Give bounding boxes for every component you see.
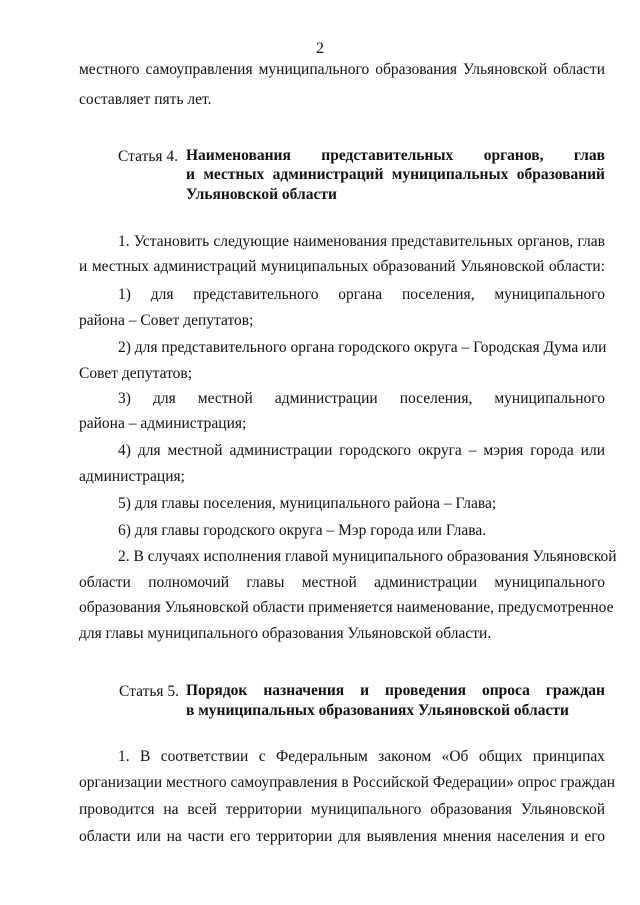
article-5-item-1-line-3: проводится на всей территории муниципального образования Ульяновской (79, 801, 605, 818)
article-5-item-1-line-2: организации местного самоуправления в Российской Федерации» опрос граждан (79, 774, 616, 791)
article-4-sub-2-line-2: Совет депутатов; (79, 365, 193, 382)
article-4-item-2-line-3: образования Ульяновской области применяется наименование, предусмотренное (79, 599, 614, 616)
article-5-item-1-line-4: области или на части его территории для выявления мнения населения и его (79, 828, 605, 845)
article-4-item-1-line-2: и местных администраций муниципальных образований Ульяновской области: (79, 258, 605, 275)
article-5-label: Статья 5. (119, 683, 180, 700)
article-5-title-line-1: Порядок назначения и проведения опроса граждан (186, 682, 605, 699)
article-4-title-line-1: Наименования представительных органов, глав (186, 147, 605, 164)
article-4-sub-4-line-1: 4) для местной администрации городского округа – мэрия города или (118, 442, 605, 459)
article-4-sub-3-line-1: 3) для местной администрации поселения, муниципального (118, 390, 605, 407)
article-4-label: Статья 4. (118, 148, 179, 165)
intro-line-2: составляет пять лет. (79, 91, 212, 108)
article-4-sub-1-line-1: 1) для представительного органа поселения, муниципального (118, 286, 605, 303)
article-4-title-line-3: Ульяновской области (186, 186, 337, 203)
article-4-item-2-line-1: 2. В случаях исполнения главой муниципального образования Ульяновской (118, 548, 617, 565)
article-4-sub-6: 6) для главы городского округа – Мэр города или Глава. (118, 522, 487, 539)
article-4-item-2-line-2: области полномочий главы местной администрации муниципального (79, 574, 605, 591)
article-4-sub-2-line-1: 2) для представительного органа городского округа – Городская Дума или (118, 339, 607, 356)
article-5-title-line-2: в муниципальных образованиях Ульяновской области (186, 702, 569, 719)
article-4-sub-4-line-2: администрация; (79, 468, 185, 485)
article-4-title-line-2: и местных администраций муниципальных образований (186, 166, 605, 183)
page-number: 2 (316, 40, 324, 57)
article-4-sub-5: 5) для главы поселения, муниципального района – Глава; (118, 495, 497, 512)
article-4-item-2-line-4: для главы муниципального образования Ульяновской области. (79, 625, 492, 642)
article-4-item-1-line-1: 1. Установить следующие наименования представительных органов, глав (118, 233, 605, 250)
intro-line-1: местного самоуправления муниципального образования Ульяновской области (79, 61, 605, 78)
article-4-sub-1-line-2: района – Совет депутатов; (79, 312, 254, 329)
article-4-sub-3-line-2: района – администрация; (79, 415, 247, 432)
article-5-item-1-line-1: 1. В соответствии с Федеральным законом «Об общих принципах (118, 748, 605, 765)
